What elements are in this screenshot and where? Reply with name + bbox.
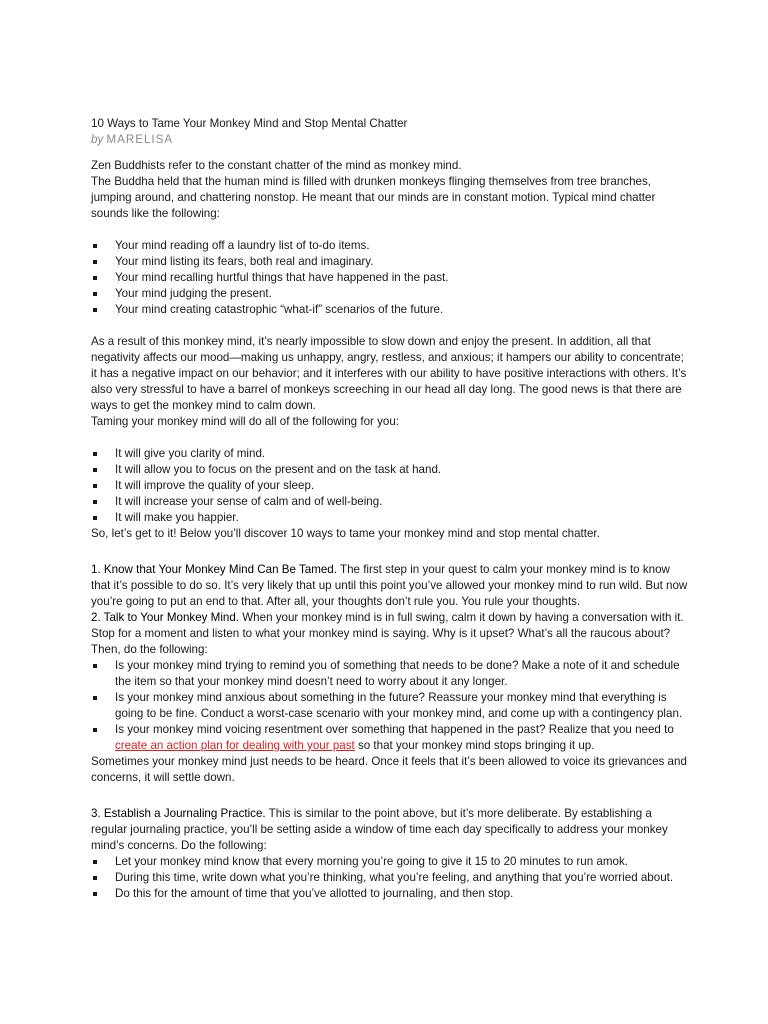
section-1-text: The first step in your quest to calm your monkey mind is to know that it’s possible to do so. It’s very likely that up until this point you’ve allowed your monkey mind to run wild. But now you’re going to put an end to that. After all, your thoughts don’t rule you. You rule your thoughts. xyxy=(91,563,688,608)
section-3-text: This is similar to the point above, but it’s more deliberate. By establishing a regular journaling practice, you’ll be setting aside a window of time each day specifically to address your monkey mind’s concerns. Do the following: xyxy=(91,807,668,852)
result-paragraph: As a result of this monkey mind, it’s nearly impossible to slow down and enjoy the present. In addition, all that negativity affects our mood—making us unhappy, angry, restless, and anxious; it hampers our ability to concentrate; it has a negative impact on our behavior; and it interferes with our ability to have positive interactions with others. It’s also very stressful to have a barrel of monkeys screeching in our head all day long. The good news is that there are ways to get the monkey mind to calm down. xyxy=(91,335,687,412)
section-2-closing: Sometimes your monkey mind just needs to be heard. Once it feels that it’s been allowed to voice its grievances and concerns, it will settle down. xyxy=(91,755,687,784)
item-text-after-link: so that your monkey mind stops bringing it up. xyxy=(354,739,595,752)
section-1-heading: 1. Know that Your Monkey Mind Can Be Tamed. xyxy=(91,563,337,576)
list-item: It will allow you to focus on the present and on the task at hand. xyxy=(91,462,691,478)
list-item: Your mind creating catastrophic “what-if” scenarios of the future. xyxy=(91,302,691,318)
byline xyxy=(91,132,691,148)
section-2-heading: 2. Talk to Your Monkey Mind. xyxy=(91,611,240,624)
list-item: Your mind listing its fears, both real and imaginary. xyxy=(91,254,691,270)
list-item: It will make you happier. xyxy=(91,510,691,526)
section-1 xyxy=(91,562,691,610)
section-3-list xyxy=(91,854,691,902)
list-item: It will increase your sense of calm and of well-being. xyxy=(91,494,691,510)
item-text-before-link: Is your monkey mind voicing resentment over something that happened in the past? Realize that you need to xyxy=(115,723,674,736)
section-2-list xyxy=(91,658,691,754)
benefits-list xyxy=(91,446,691,526)
transition-paragraph: So, let’s get to it! Below you’ll discover 10 ways to tame your monkey mind and stop mental chatter. xyxy=(91,527,600,540)
list-item: Your mind judging the present. xyxy=(91,286,691,302)
intro-paragraph-1: Zen Buddhists refer to the constant chatter of the mind as monkey mind. xyxy=(91,159,462,172)
section-3-heading: 3. Establish a Journaling Practice. xyxy=(91,807,266,820)
list-item: Your mind recalling hurtful things that have happened in the past. xyxy=(91,270,691,286)
list-item: Your mind reading off a laundry list of to-do items. xyxy=(91,238,691,254)
benefits-intro: Taming your monkey mind will do all of the following for you: xyxy=(91,415,400,428)
list-item: It will improve the quality of your sleep. xyxy=(91,478,691,494)
list-item: Is your monkey mind anxious about something in the future? Reassure your monkey mind that everything is going to be fine. Conduct a worst-case scenario with your monkey mind, and come up with a contingency plan. xyxy=(91,690,691,722)
article-title: 10 Ways to Tame Your Monkey Mind and Stop Mental Chatter xyxy=(91,117,408,130)
list-item: It will give you clarity of mind. xyxy=(91,446,691,462)
section-2 xyxy=(91,610,691,658)
intro-paragraph-2: The Buddha held that the human mind is filled with drunken monkeys flinging themselves from tree branches, jumping around, and chattering nonstop. He meant that our minds are in constant motion. Typical mind chatter sounds like the following: xyxy=(91,175,656,220)
list-item: Let your monkey mind know that every morning you’re going to give it 15 to 20 minutes to run amok. xyxy=(91,854,691,870)
section-3 xyxy=(91,806,691,854)
byline-author: MARELISA xyxy=(106,133,174,146)
list-item: Do this for the amount of time that you’ve allotted to journaling, and then stop. xyxy=(91,886,691,902)
list-item: During this time, write down what you’re thinking, what you’re feeling, and anything that you’re worried about. xyxy=(91,870,691,886)
article-body xyxy=(91,116,691,902)
byline-by: by xyxy=(91,133,104,146)
action-plan-link[interactable]: create an action plan for dealing with your past xyxy=(115,739,355,752)
list-item: Is your monkey mind trying to remind you of something that needs to be done? Make a note of it and schedule the item so that your monkey mind doesn’t need to worry about it any longer. xyxy=(91,658,691,690)
list-item xyxy=(91,722,691,754)
section-2-text: When your monkey mind is in full swing, calm it down by having a conversation with it. Stop for a moment and listen to what your monkey mind is saying. Why is it upset? What’s all the raucous about? Then, do the following: xyxy=(91,611,684,656)
chatter-list xyxy=(91,238,691,318)
